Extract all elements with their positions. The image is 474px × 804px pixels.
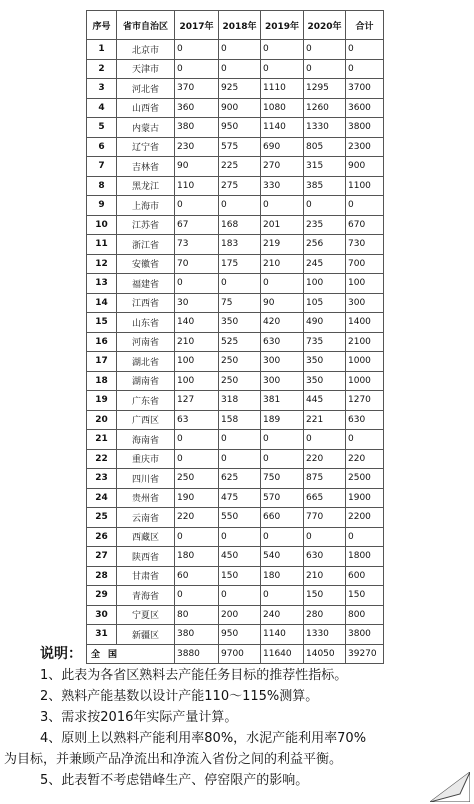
value-2020-cell: 280 (304, 605, 346, 625)
province-name-cell: 新疆区 (117, 625, 175, 645)
table-row (87, 59, 384, 79)
value-2020-cell: 100 (304, 274, 346, 294)
row-number-cell: 13 (87, 274, 117, 294)
column-header: 2018年 (219, 11, 261, 40)
capacity-table (86, 10, 384, 664)
value-2020-cell: 0 (304, 40, 346, 60)
value-2019-cell: 210 (261, 254, 304, 274)
value-2018-cell: 450 (219, 547, 261, 567)
province-name-cell: 青海省 (117, 586, 175, 606)
row-number-cell: 17 (87, 352, 117, 372)
value-2017-cell: 220 (175, 508, 219, 528)
row-number-cell: 29 (87, 586, 117, 606)
value-2019-cell: 0 (261, 449, 304, 469)
table-row (87, 118, 384, 138)
value-2020-cell: 150 (304, 586, 346, 606)
value-2017-cell: 250 (175, 469, 219, 489)
table-row (87, 79, 384, 99)
row-total-cell: 800 (346, 605, 384, 625)
province-name-cell: 天津市 (117, 59, 175, 79)
value-2020-cell: 235 (304, 215, 346, 235)
row-number-cell: 11 (87, 235, 117, 255)
value-2019-cell: 201 (261, 215, 304, 235)
value-2017-total-cell: 3880 (175, 644, 219, 664)
row-total-cell: 1400 (346, 313, 384, 333)
value-2018-cell: 0 (219, 59, 261, 79)
row-total-cell: 700 (346, 254, 384, 274)
value-2017-cell: 0 (175, 527, 219, 547)
value-2019-total-cell: 11640 (261, 644, 304, 664)
value-2017-cell: 0 (175, 430, 219, 450)
province-name-cell: 山东省 (117, 313, 175, 333)
row-total-cell: 3800 (346, 118, 384, 138)
row-total-cell: 670 (346, 215, 384, 235)
value-2019-cell: 0 (261, 586, 304, 606)
table-row (87, 605, 384, 625)
row-total-cell: 150 (346, 586, 384, 606)
value-2020-cell: 630 (304, 547, 346, 567)
total-label: 全国 (87, 644, 175, 664)
row-total-cell: 730 (346, 235, 384, 255)
province-name-cell: 西藏区 (117, 527, 175, 547)
row-total-cell: 2500 (346, 469, 384, 489)
row-total-cell: 300 (346, 293, 384, 313)
province-name-cell: 黑龙江 (117, 176, 175, 196)
value-2020-cell: 350 (304, 352, 346, 372)
value-2017-cell: 67 (175, 215, 219, 235)
table-row (87, 625, 384, 645)
value-2017-cell: 0 (175, 449, 219, 469)
table-row (87, 313, 384, 333)
row-number-cell: 16 (87, 332, 117, 352)
row-total-cell: 0 (346, 59, 384, 79)
row-total-cell: 2200 (346, 508, 384, 528)
row-total-cell: 3600 (346, 98, 384, 118)
row-number-cell: 8 (87, 176, 117, 196)
column-header: 序号 (87, 11, 117, 40)
value-2020-cell: 0 (304, 196, 346, 216)
note-4-line-2: 为目标，并兼顾产品净流出和净流入省份之间的利益平衡。 (4, 752, 343, 767)
value-2019-cell: 540 (261, 547, 304, 567)
value-2019-cell: 0 (261, 59, 304, 79)
value-2019-cell: 300 (261, 371, 304, 391)
row-total-cell: 0 (346, 40, 384, 60)
value-2017-cell: 0 (175, 59, 219, 79)
value-2019-cell: 420 (261, 313, 304, 333)
value-2020-cell: 1330 (304, 625, 346, 645)
value-2020-cell: 805 (304, 137, 346, 157)
row-number-cell: 10 (87, 215, 117, 235)
note-2: 2、熟料产能基数以设计产能110～115%测算。 (40, 689, 319, 704)
column-header: 2020年 (304, 11, 346, 40)
province-name-cell: 河南省 (117, 332, 175, 352)
row-number-cell: 14 (87, 293, 117, 313)
value-2018-cell: 475 (219, 488, 261, 508)
table-row (87, 254, 384, 274)
value-2019-cell: 1110 (261, 79, 304, 99)
value-2018-cell: 525 (219, 332, 261, 352)
value-2020-cell: 256 (304, 235, 346, 255)
value-2019-cell: 570 (261, 488, 304, 508)
value-2018-cell: 200 (219, 605, 261, 625)
value-2020-cell: 445 (304, 391, 346, 411)
row-total-cell: 600 (346, 566, 384, 586)
row-total-cell: 1000 (346, 352, 384, 372)
row-total-cell: 220 (346, 449, 384, 469)
province-name-cell: 内蒙古 (117, 118, 175, 138)
page-curl-icon (430, 772, 470, 802)
value-2017-cell: 140 (175, 313, 219, 333)
value-2017-cell: 380 (175, 625, 219, 645)
value-2020-cell: 105 (304, 293, 346, 313)
value-2018-cell: 175 (219, 254, 261, 274)
table-row (87, 508, 384, 528)
value-2017-cell: 0 (175, 274, 219, 294)
province-name-cell: 贵州省 (117, 488, 175, 508)
row-number-cell: 30 (87, 605, 117, 625)
row-number-cell: 20 (87, 410, 117, 430)
table-row (87, 527, 384, 547)
value-2018-cell: 0 (219, 430, 261, 450)
value-2018-cell: 0 (219, 196, 261, 216)
column-header: 省市自治区 (117, 11, 175, 40)
table-row (87, 274, 384, 294)
province-name-cell: 福建省 (117, 274, 175, 294)
note-5: 5、此表暂不考虑错峰生产、停窑限产的影响。 (40, 773, 309, 788)
value-2017-cell: 370 (175, 79, 219, 99)
value-2017-cell: 110 (175, 176, 219, 196)
province-name-cell: 陕西省 (117, 547, 175, 567)
province-name-cell: 河北省 (117, 79, 175, 99)
value-2018-cell: 0 (219, 527, 261, 547)
row-number-cell: 25 (87, 508, 117, 528)
row-total-cell: 2300 (346, 137, 384, 157)
value-2020-cell: 385 (304, 176, 346, 196)
value-2019-cell: 0 (261, 527, 304, 547)
table-row (87, 235, 384, 255)
row-number-cell: 24 (87, 488, 117, 508)
row-total-cell: 1270 (346, 391, 384, 411)
value-2018-cell: 950 (219, 118, 261, 138)
value-2019-cell: 750 (261, 469, 304, 489)
table-row (87, 352, 384, 372)
table-row (87, 449, 384, 469)
row-total-cell: 3700 (346, 79, 384, 99)
value-2019-cell: 1140 (261, 625, 304, 645)
value-2020-cell: 1260 (304, 98, 346, 118)
value-2017-cell: 0 (175, 586, 219, 606)
table-header-row (87, 11, 384, 40)
row-number-cell: 6 (87, 137, 117, 157)
value-2017-cell: 380 (175, 118, 219, 138)
column-header: 2019年 (261, 11, 304, 40)
row-number-cell: 26 (87, 527, 117, 547)
value-2020-cell: 1330 (304, 118, 346, 138)
value-2018-cell: 225 (219, 157, 261, 177)
row-number-cell: 9 (87, 196, 117, 216)
table-row (87, 547, 384, 567)
value-2017-cell: 73 (175, 235, 219, 255)
row-number-cell: 19 (87, 391, 117, 411)
row-number-cell: 31 (87, 625, 117, 645)
province-name-cell: 北京市 (117, 40, 175, 60)
row-number-cell: 15 (87, 313, 117, 333)
notes-heading: 说明： (40, 646, 82, 662)
value-2018-cell: 158 (219, 410, 261, 430)
table-row (87, 137, 384, 157)
value-2020-cell: 245 (304, 254, 346, 274)
value-2017-cell: 127 (175, 391, 219, 411)
value-2017-cell: 230 (175, 137, 219, 157)
value-2020-cell: 770 (304, 508, 346, 528)
value-2020-cell: 210 (304, 566, 346, 586)
province-name-cell: 海南省 (117, 430, 175, 450)
row-total-cell: 1900 (346, 488, 384, 508)
row-number-cell: 4 (87, 98, 117, 118)
row-total-cell: 1800 (346, 547, 384, 567)
row-total-cell: 900 (346, 157, 384, 177)
province-name-cell: 江苏省 (117, 215, 175, 235)
table-row (87, 488, 384, 508)
value-2017-cell: 100 (175, 371, 219, 391)
value-2020-cell: 875 (304, 469, 346, 489)
value-2020-cell: 220 (304, 449, 346, 469)
row-total-cell: 3800 (346, 625, 384, 645)
value-2020-cell: 0 (304, 430, 346, 450)
row-number-cell: 5 (87, 118, 117, 138)
value-2018-cell: 250 (219, 371, 261, 391)
value-2017-cell: 30 (175, 293, 219, 313)
row-number-cell: 12 (87, 254, 117, 274)
value-2020-cell: 490 (304, 313, 346, 333)
value-2017-cell: 70 (175, 254, 219, 274)
value-2019-cell: 690 (261, 137, 304, 157)
row-number-cell: 22 (87, 449, 117, 469)
province-name-cell: 广西区 (117, 410, 175, 430)
value-2020-cell: 315 (304, 157, 346, 177)
table-row (87, 469, 384, 489)
table-row (87, 157, 384, 177)
value-2018-cell: 0 (219, 449, 261, 469)
value-2018-total-cell: 9700 (219, 644, 261, 664)
value-2017-cell: 60 (175, 566, 219, 586)
row-total-cell: 2100 (346, 332, 384, 352)
column-header: 2017年 (175, 11, 219, 40)
table-row (87, 215, 384, 235)
table-row (87, 391, 384, 411)
value-2018-cell: 625 (219, 469, 261, 489)
table-row (87, 293, 384, 313)
row-total-cell: 1000 (346, 371, 384, 391)
value-2018-cell: 0 (219, 40, 261, 60)
province-name-cell: 上海市 (117, 196, 175, 216)
province-name-cell: 山西省 (117, 98, 175, 118)
table-row (87, 586, 384, 606)
value-2018-cell: 168 (219, 215, 261, 235)
note-4-line-1: 4、原则上以熟料产能利用率80%，水泥产能利用率70% (40, 731, 367, 746)
note-1: 1、此表为各省区熟料去产能任务目标的推荐性指标。 (40, 668, 348, 683)
value-2017-cell: 210 (175, 332, 219, 352)
table-row (87, 196, 384, 216)
province-name-cell: 宁夏区 (117, 605, 175, 625)
row-number-cell: 18 (87, 371, 117, 391)
province-name-cell: 浙江省 (117, 235, 175, 255)
value-2019-cell: 630 (261, 332, 304, 352)
row-number-cell: 3 (87, 79, 117, 99)
value-2020-cell: 665 (304, 488, 346, 508)
province-name-cell: 甘肃省 (117, 566, 175, 586)
province-name-cell: 辽宁省 (117, 137, 175, 157)
value-2019-cell: 0 (261, 40, 304, 60)
table-row (87, 410, 384, 430)
row-total-cell: 630 (346, 410, 384, 430)
value-2019-cell: 90 (261, 293, 304, 313)
value-2017-cell: 360 (175, 98, 219, 118)
total-row (87, 644, 384, 664)
value-2018-cell: 318 (219, 391, 261, 411)
value-2019-cell: 330 (261, 176, 304, 196)
province-name-cell: 江西省 (117, 293, 175, 313)
value-2017-cell: 90 (175, 157, 219, 177)
province-name-cell: 湖南省 (117, 371, 175, 391)
value-2018-cell: 550 (219, 508, 261, 528)
row-total-cell: 0 (346, 196, 384, 216)
row-total-cell: 0 (346, 430, 384, 450)
value-2017-cell: 180 (175, 547, 219, 567)
province-name-cell: 四川省 (117, 469, 175, 489)
value-2018-cell: 183 (219, 235, 261, 255)
value-2018-cell: 950 (219, 625, 261, 645)
value-2020-total-cell: 14050 (304, 644, 346, 664)
value-2019-cell: 381 (261, 391, 304, 411)
row-total-cell: 1100 (346, 176, 384, 196)
province-name-cell: 重庆市 (117, 449, 175, 469)
row-number-cell: 21 (87, 430, 117, 450)
row-total-cell: 100 (346, 274, 384, 294)
value-2018-cell: 150 (219, 566, 261, 586)
value-2018-cell: 0 (219, 274, 261, 294)
province-name-cell: 云南省 (117, 508, 175, 528)
value-2019-cell: 0 (261, 274, 304, 294)
value-2020-cell: 0 (304, 527, 346, 547)
row-number-cell: 28 (87, 566, 117, 586)
value-2020-cell: 735 (304, 332, 346, 352)
value-2019-cell: 219 (261, 235, 304, 255)
table-row (87, 371, 384, 391)
value-2017-cell: 190 (175, 488, 219, 508)
table-row (87, 566, 384, 586)
value-2019-cell: 240 (261, 605, 304, 625)
province-name-cell: 广东省 (117, 391, 175, 411)
table-row (87, 40, 384, 60)
row-number-cell: 1 (87, 40, 117, 60)
value-2019-cell: 300 (261, 352, 304, 372)
value-2018-cell: 0 (219, 586, 261, 606)
province-name-cell: 湖北省 (117, 352, 175, 372)
value-2019-cell: 270 (261, 157, 304, 177)
value-2019-cell: 0 (261, 196, 304, 216)
value-2018-cell: 925 (219, 79, 261, 99)
value-2019-cell: 1140 (261, 118, 304, 138)
row-number-cell: 7 (87, 157, 117, 177)
row-number-cell: 2 (87, 59, 117, 79)
table-row (87, 98, 384, 118)
row-number-cell: 27 (87, 547, 117, 567)
row-number-cell: 23 (87, 469, 117, 489)
value-2017-cell: 0 (175, 40, 219, 60)
value-2019-cell: 180 (261, 566, 304, 586)
value-2018-cell: 75 (219, 293, 261, 313)
row-total-cell: 0 (346, 527, 384, 547)
value-2019-cell: 1080 (261, 98, 304, 118)
value-2018-cell: 275 (219, 176, 261, 196)
value-2018-cell: 575 (219, 137, 261, 157)
value-2017-cell: 100 (175, 352, 219, 372)
value-2020-cell: 0 (304, 59, 346, 79)
value-2017-cell: 0 (175, 196, 219, 216)
table-row (87, 430, 384, 450)
column-header: 合计 (346, 11, 384, 40)
table-row (87, 176, 384, 196)
value-2019-cell: 0 (261, 430, 304, 450)
value-2017-cell: 80 (175, 605, 219, 625)
value-2017-cell: 63 (175, 410, 219, 430)
province-name-cell: 安徽省 (117, 254, 175, 274)
row-total-total-cell: 39270 (346, 644, 384, 664)
table-row (87, 332, 384, 352)
value-2020-cell: 350 (304, 371, 346, 391)
value-2018-cell: 350 (219, 313, 261, 333)
value-2018-cell: 900 (219, 98, 261, 118)
province-name-cell: 吉林省 (117, 157, 175, 177)
value-2019-cell: 189 (261, 410, 304, 430)
value-2018-cell: 250 (219, 352, 261, 372)
value-2020-cell: 1295 (304, 79, 346, 99)
value-2019-cell: 660 (261, 508, 304, 528)
note-3: 3、需求按2016年实际产量计算。 (40, 710, 238, 725)
value-2020-cell: 221 (304, 410, 346, 430)
